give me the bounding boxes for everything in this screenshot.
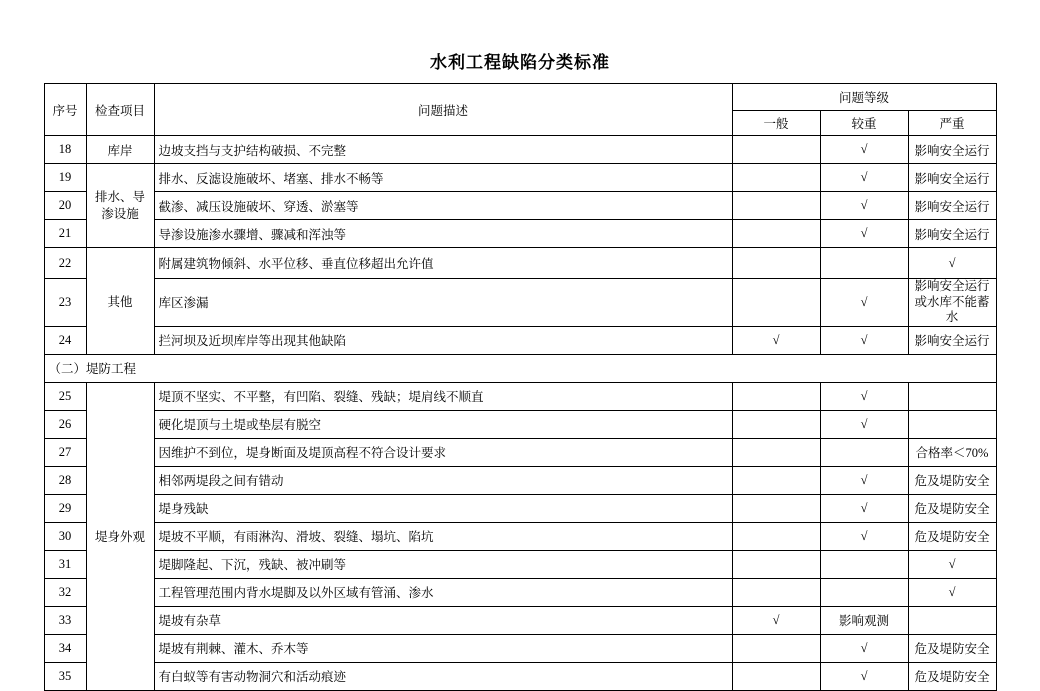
row-desc: 堤脚隆起、下沉，残缺、被冲刷等	[154, 550, 732, 578]
row-desc: 拦河坝及近坝库岸等出现其他缺陷	[154, 326, 732, 354]
row-num: 33	[44, 606, 86, 634]
row-num: 18	[44, 136, 86, 164]
row-item: 堤身外观	[86, 382, 154, 690]
row-desc: 工程管理范围内背水堤脚及以外区域有管涌、渗水	[154, 578, 732, 606]
row-desc: 截渗、减压设施破坏、穿透、淤塞等	[154, 192, 732, 220]
header-grade-medium: 较重	[820, 111, 908, 136]
row-grade-light	[732, 438, 820, 466]
row-grade-severe: 危及堤防安全	[908, 494, 996, 522]
header-num: 序号	[44, 84, 86, 136]
row-item: 库岸	[86, 136, 154, 164]
row-grade-severe: 危及堤防安全	[908, 522, 996, 550]
row-grade-light	[732, 220, 820, 248]
row-num: 24	[44, 326, 86, 354]
row-grade-severe: √	[908, 578, 996, 606]
table-row	[44, 192, 996, 220]
row-grade-light	[732, 382, 820, 410]
row-num: 27	[44, 438, 86, 466]
section-label: （二）堤防工程	[44, 354, 996, 382]
row-num: 35	[44, 662, 86, 690]
row-grade-medium	[820, 550, 908, 578]
row-num: 31	[44, 550, 86, 578]
page-title: 水利工程缺陷分类标准	[430, 53, 610, 72]
row-grade-severe	[908, 410, 996, 438]
row-grade-medium: √	[820, 192, 908, 220]
row-grade-medium: √	[820, 164, 908, 192]
table-row	[44, 326, 996, 354]
row-grade-medium	[820, 578, 908, 606]
row-grade-severe: 影响安全运行	[908, 326, 996, 354]
row-grade-severe: 危及堤防安全	[908, 466, 996, 494]
row-desc: 因维护不到位，堤身断面及堤顶高程不符合设计要求	[154, 438, 732, 466]
table-row	[44, 164, 996, 192]
row-grade-light	[732, 192, 820, 220]
table-row	[44, 382, 996, 410]
row-desc: 堤身残缺	[154, 494, 732, 522]
section-header-row	[44, 354, 996, 382]
table-row	[44, 220, 996, 248]
row-grade-medium: √	[820, 662, 908, 690]
row-num: 23	[44, 279, 86, 327]
row-grade-light	[732, 634, 820, 662]
row-grade-medium: √	[820, 466, 908, 494]
row-desc: 堤顶不坚实、不平整，有凹陷、裂缝、残缺；堤肩线不顺直	[154, 382, 732, 410]
table-row	[44, 410, 996, 438]
row-desc: 堤坡不平顺，有雨淋沟、滑坡、裂缝、塌坑、陷坑	[154, 522, 732, 550]
table-row	[44, 550, 996, 578]
row-grade-severe: 影响安全运行或水库不能蓄水	[908, 279, 996, 327]
table-row	[44, 522, 996, 550]
table-row	[44, 634, 996, 662]
table-row	[44, 438, 996, 466]
header-grade-severe: 严重	[908, 111, 996, 136]
row-desc: 附属建筑物倾斜、水平位移、垂直位移超出允许值	[154, 248, 732, 279]
row-grade-light	[732, 466, 820, 494]
row-num: 30	[44, 522, 86, 550]
row-grade-medium	[820, 438, 908, 466]
header-desc: 问题描述	[154, 84, 732, 136]
row-grade-light: √	[732, 606, 820, 634]
row-desc: 硬化堤顶与土堤或垫层有脱空	[154, 410, 732, 438]
header-grade-light: 一般	[732, 111, 820, 136]
row-grade-severe: 影响安全运行	[908, 220, 996, 248]
table-row	[44, 578, 996, 606]
row-desc: 排水、反滤设施破坏、堵塞、排水不畅等	[154, 164, 732, 192]
row-grade-medium: √	[820, 634, 908, 662]
table-body	[44, 136, 996, 691]
table-row	[44, 279, 996, 327]
row-grade-medium: √	[820, 494, 908, 522]
row-grade-severe: 影响安全运行	[908, 164, 996, 192]
row-num: 19	[44, 164, 86, 192]
row-grade-light	[732, 550, 820, 578]
row-num: 21	[44, 220, 86, 248]
row-grade-light	[732, 578, 820, 606]
row-desc: 导渗设施渗水骤增、骤减和浑浊等	[154, 220, 732, 248]
row-grade-severe	[908, 382, 996, 410]
table-row	[44, 494, 996, 522]
table-row	[44, 136, 996, 164]
row-grade-medium: √	[820, 279, 908, 327]
row-item: 排水、导渗设施	[86, 164, 154, 248]
row-grade-severe: √	[908, 550, 996, 578]
row-num: 28	[44, 466, 86, 494]
row-grade-severe	[908, 606, 996, 634]
row-grade-severe: 影响安全运行	[908, 136, 996, 164]
row-grade-medium: √	[820, 410, 908, 438]
row-grade-medium: √	[820, 522, 908, 550]
row-grade-light	[732, 248, 820, 279]
row-grade-medium: √	[820, 220, 908, 248]
row-grade-medium: √	[820, 326, 908, 354]
row-num: 26	[44, 410, 86, 438]
row-num: 25	[44, 382, 86, 410]
row-desc: 堤坡有杂草	[154, 606, 732, 634]
row-grade-light	[732, 164, 820, 192]
row-grade-light	[732, 522, 820, 550]
row-grade-light	[732, 494, 820, 522]
row-grade-severe: 影响安全运行	[908, 192, 996, 220]
row-grade-light: √	[732, 326, 820, 354]
row-grade-light	[732, 279, 820, 327]
row-desc: 堤坡有荆棘、灌木、乔木等	[154, 634, 732, 662]
row-grade-severe: 危及堤防安全	[908, 662, 996, 690]
row-num: 29	[44, 494, 86, 522]
row-grade-light	[732, 410, 820, 438]
table-row	[44, 466, 996, 494]
row-grade-medium: √	[820, 382, 908, 410]
defect-classification-table	[44, 83, 997, 691]
row-num: 34	[44, 634, 86, 662]
row-desc: 边坡支挡与支护结构破损、不完整	[154, 136, 732, 164]
table-row	[44, 606, 996, 634]
row-grade-medium: √	[820, 136, 908, 164]
row-num: 22	[44, 248, 86, 279]
row-desc: 库区渗漏	[154, 279, 732, 327]
row-num: 32	[44, 578, 86, 606]
table-row	[44, 662, 996, 690]
row-grade-medium	[820, 248, 908, 279]
header-grade-group: 问题等级	[732, 84, 996, 111]
row-desc: 相邻两堤段之间有错动	[154, 466, 732, 494]
row-grade-medium: 影响观测	[820, 606, 908, 634]
row-num: 20	[44, 192, 86, 220]
row-desc: 有白蚁等有害动物洞穴和活动痕迹	[154, 662, 732, 690]
row-grade-severe: 合格率＜70%	[908, 438, 996, 466]
row-grade-light	[732, 662, 820, 690]
table-row	[44, 248, 996, 279]
row-item: 其他	[86, 248, 154, 355]
table-header	[44, 84, 996, 136]
row-grade-light	[732, 136, 820, 164]
row-grade-severe: 危及堤防安全	[908, 634, 996, 662]
row-grade-severe: √	[908, 248, 996, 279]
header-item: 检查项目	[86, 84, 154, 136]
